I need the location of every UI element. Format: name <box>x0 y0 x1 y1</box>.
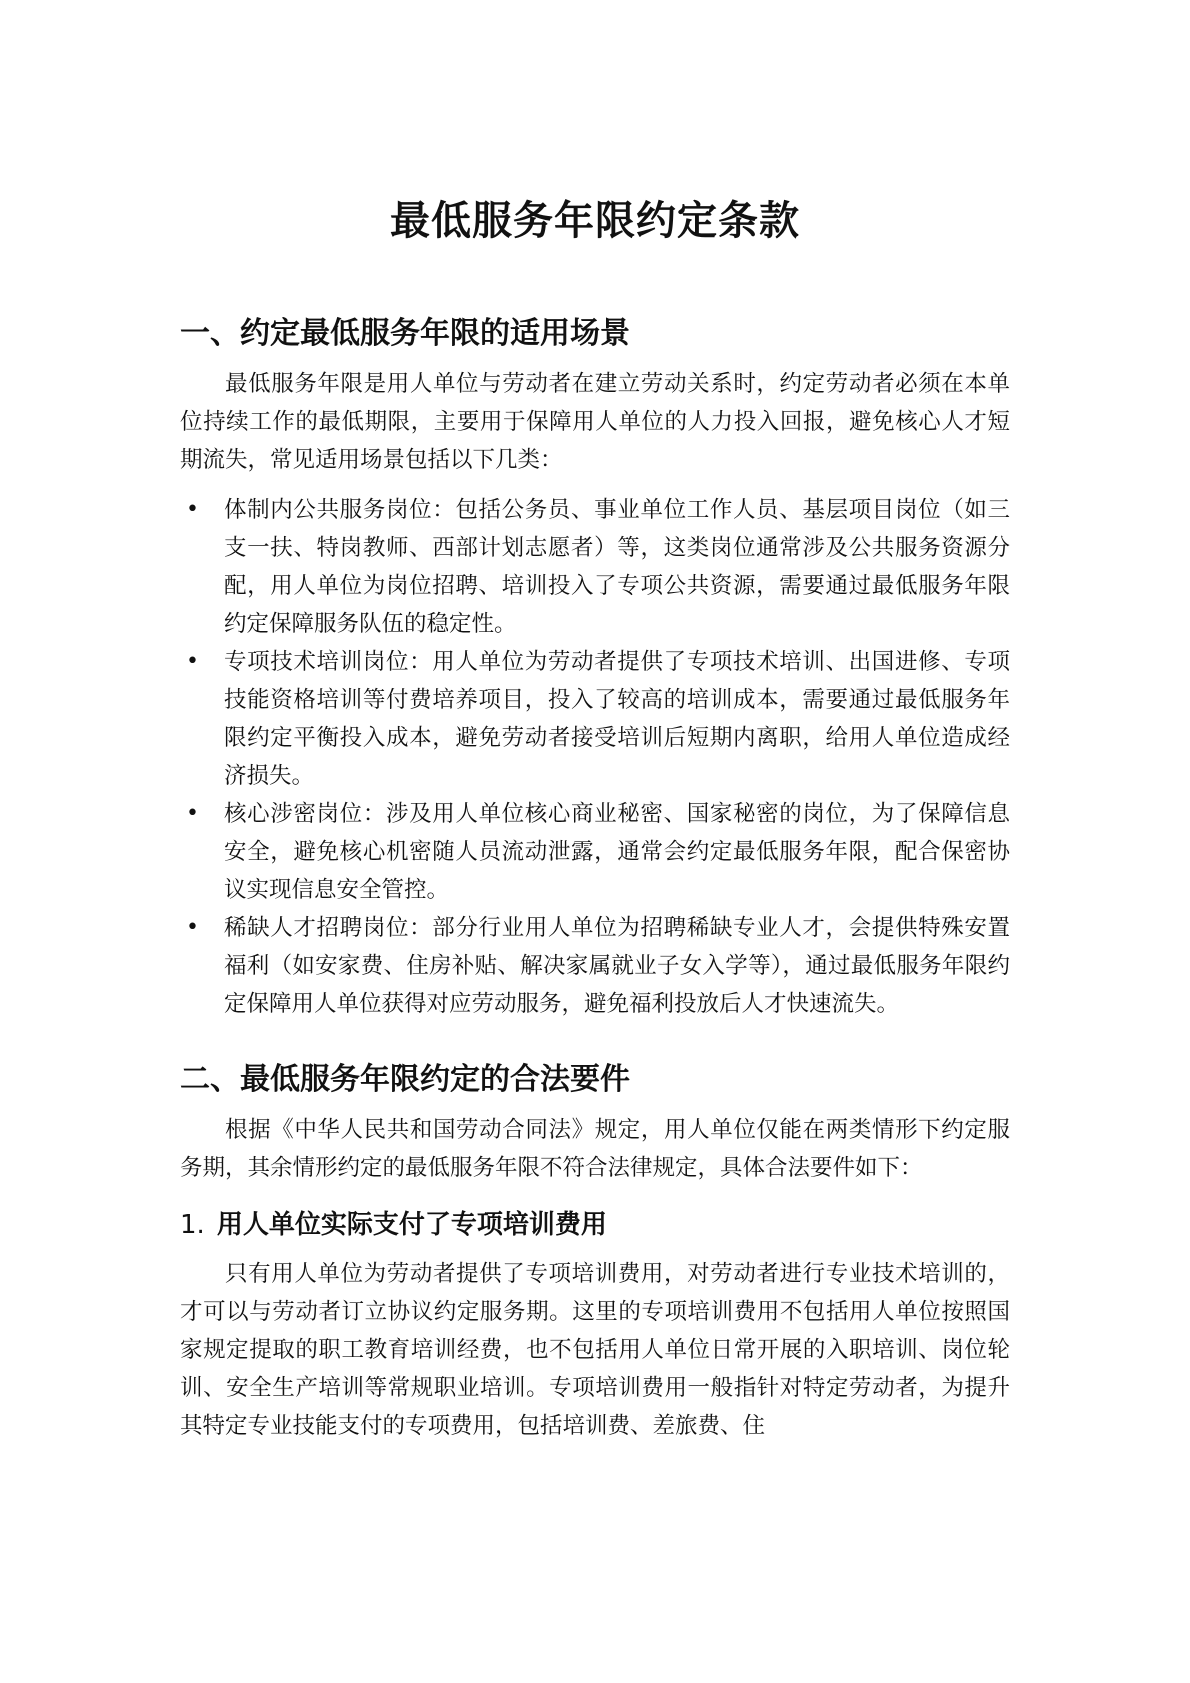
subsection-1-body: 只有用人单位为劳动者提供了专项培训费用，对劳动者进行专业技术培训的，才可以与劳动者订立协议约定服务期。这里的专项培训费用不包括用人单位按照国家规定提取的职工教育培训经费，也不包括用人单位日常开展的入职培训、岗位轮训、安全生产培训等常规职业培训。专项培训费用一般指针对特定劳动者，为提升其特定专业技能支付的专项费用，包括培训费、差旅费、住 <box>180 1261 1010 1439</box>
section-2-heading: 二、最低服务年限约定的合法要件 <box>180 1062 630 1097</box>
bullet-text: 核心涉密岗位：涉及用人单位核心商业秘密、国家秘密的岗位，为了保障信息安全，避免核心机密随人员流动泄露，通常会约定最低服务年限，配合保密协议实现信息安全管控。 <box>224 801 1010 903</box>
section-1-intro: 最低服务年限是用人单位与劳动者在建立劳动关系时，约定劳动者必须在本单位持续工作的最低期限，主要用于保障用人单位的人力投入回报，避免核心人才短期流失，常见适用场景包括以下几类： <box>180 371 1010 473</box>
section-1-bullet-list <box>180 491 1010 1023</box>
bullet-icon: • <box>186 497 199 522</box>
subsection-1-title: 用人单位实际支付了专项培训费用 <box>216 1210 607 1240</box>
subsection-1-number: 1. <box>180 1210 205 1240</box>
bullet-item <box>180 909 1010 1023</box>
bullet-icon: • <box>186 801 199 826</box>
bullet-item <box>180 795 1010 909</box>
bullet-icon: • <box>186 649 199 674</box>
bullet-icon: • <box>186 915 199 940</box>
bullet-text: 专项技术培训岗位：用人单位为劳动者提供了专项技术培训、出国进修、专项技能资格培训等付费培养项目，投入了较高的培训成本，需要通过最低服务年限约定平衡投入成本，避免劳动者接受培训后短期内离职，给用人单位造成经济损失。 <box>224 649 1010 789</box>
bullet-text: 稀缺人才招聘岗位：部分行业用人单位为招聘稀缺专业人才，会提供特殊安置福利（如安家费、住房补贴、解决家属就业子女入学等），通过最低服务年限约定保障用人单位获得对应劳动服务，避免福利投放后人才快速流失。 <box>224 915 1010 1017</box>
section-2-intro: 根据《中华人民共和国劳动合同法》规定，用人单位仅能在两类情形下约定服务期，其余情形约定的最低服务年限不符合法律规定，具体合法要件如下： <box>180 1117 1010 1181</box>
document-title: 最低服务年限约定条款 <box>390 198 800 244</box>
bullet-text: 体制内公共服务岗位：包括公务员、事业单位工作人员、基层项目岗位（如三支一扶、特岗教师、西部计划志愿者）等，这类岗位通常涉及公共服务资源分配，用人单位为岗位招聘、培训投入了专项公共资源，需要通过最低服务年限约定保障服务队伍的稳定性。 <box>224 497 1010 637</box>
bullet-item <box>180 491 1010 643</box>
section-1-heading: 一、约定最低服务年限的适用场景 <box>180 316 630 351</box>
subsection-1-heading <box>180 1201 1010 1249</box>
document-content <box>180 185 1010 1445</box>
bullet-item <box>180 643 1010 795</box>
